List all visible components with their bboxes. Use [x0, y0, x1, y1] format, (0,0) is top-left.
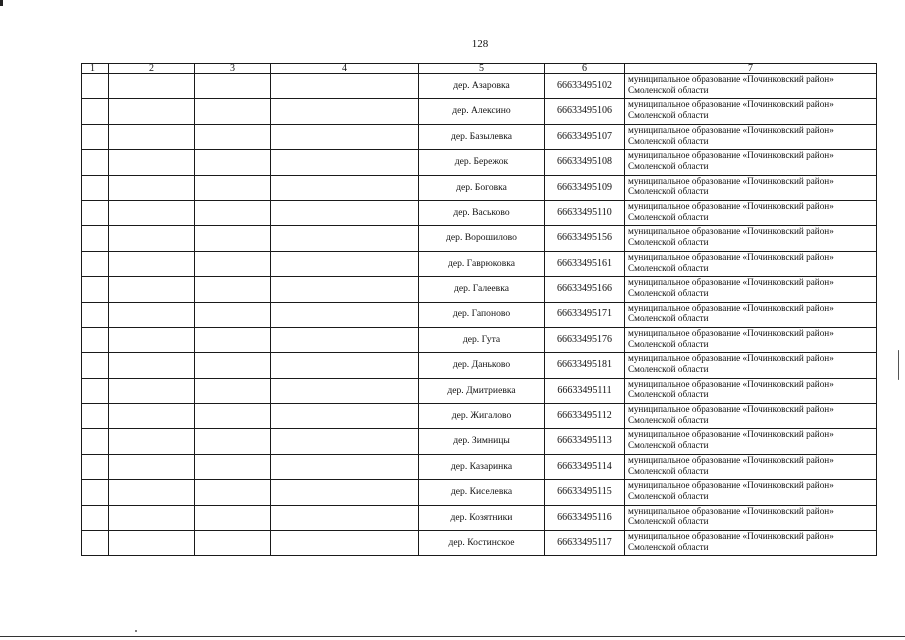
region-line: Смоленской области: [628, 516, 709, 527]
municipality-cell: [625, 124, 877, 149]
cell-col-1: [82, 378, 109, 403]
municipality-cell: [625, 429, 877, 454]
cell-col-1: [82, 150, 109, 175]
oktmo-code-cell: 66633495117: [545, 531, 625, 556]
region-line: Смоленской области: [628, 186, 709, 197]
oktmo-code-cell: 66633495108: [545, 150, 625, 175]
municipality-cell: [625, 454, 877, 479]
oktmo-code-cell: 66633495156: [545, 226, 625, 251]
municipality-line: муниципальное образование «Починковский район»: [628, 150, 834, 161]
table-row: [82, 124, 877, 149]
cell-col-4: [271, 99, 419, 124]
cell-col-4: [271, 404, 419, 429]
cell-col-2: [109, 353, 195, 378]
region-line: Смоленской области: [628, 541, 709, 552]
table-row: [82, 531, 877, 556]
cell-col-2: [109, 251, 195, 276]
municipality-cell: [625, 74, 877, 99]
cell-col-1: [82, 480, 109, 505]
oktmo-code-cell: 66633495112: [545, 404, 625, 429]
page-number: 128: [471, 38, 489, 50]
region-line: Смоленской области: [628, 84, 709, 95]
municipality-line: муниципальное образование «Починковский район»: [628, 505, 834, 516]
cell-col-4: [271, 353, 419, 378]
settlement-name-cell: дер. Гаврюковка: [419, 251, 545, 276]
cell-col-1: [82, 74, 109, 99]
cell-col-4: [271, 480, 419, 505]
cell-col-3: [195, 505, 271, 530]
cell-col-3: [195, 251, 271, 276]
municipality-cell: [625, 378, 877, 403]
cell-col-1: [82, 429, 109, 454]
oktmo-code-cell: 66633495110: [545, 200, 625, 225]
cell-col-2: [109, 531, 195, 556]
table-row: [82, 99, 877, 124]
cell-col-3: [195, 353, 271, 378]
region-line: Смоленской области: [628, 287, 709, 298]
column-header-7: 7: [625, 64, 877, 74]
region-line: Смоленской области: [628, 313, 709, 324]
cell-col-1: [82, 531, 109, 556]
cell-col-3: [195, 531, 271, 556]
cell-col-2: [109, 505, 195, 530]
cell-col-2: [109, 429, 195, 454]
region-line: Смоленской области: [628, 389, 709, 400]
table-row: [82, 505, 877, 530]
cell-col-2: [109, 327, 195, 352]
cell-col-4: [271, 277, 419, 302]
table-body: [82, 74, 877, 556]
oktmo-code-cell: 66633495107: [545, 124, 625, 149]
settlement-name-cell: дер. Базылевка: [419, 124, 545, 149]
region-line: Смоленской области: [628, 364, 709, 375]
cell-col-3: [195, 124, 271, 149]
oktmo-code-cell: 66633495181: [545, 353, 625, 378]
municipality-line: муниципальное образование «Починковский район»: [628, 226, 834, 237]
cell-col-3: [195, 74, 271, 99]
settlement-name-cell: дер. Киселевка: [419, 480, 545, 505]
cell-col-3: [195, 99, 271, 124]
municipality-cell: [625, 404, 877, 429]
municipality-cell: [625, 150, 877, 175]
table-row: [82, 74, 877, 99]
column-header-1: 1: [82, 64, 109, 74]
cell-col-1: [82, 353, 109, 378]
municipality-line: муниципальное образование «Починковский район»: [628, 353, 834, 364]
table-row: [82, 454, 877, 479]
cell-col-4: [271, 251, 419, 276]
municipality-cell: [625, 200, 877, 225]
municipality-line: муниципальное образование «Починковский район»: [628, 99, 834, 110]
region-line: Смоленской области: [628, 237, 709, 248]
cell-col-2: [109, 302, 195, 327]
municipality-line: муниципальное образование «Починковский район»: [628, 200, 834, 211]
cell-col-4: [271, 200, 419, 225]
settlement-name-cell: дер. Зимницы: [419, 429, 545, 454]
cell-col-3: [195, 302, 271, 327]
cell-col-3: [195, 226, 271, 251]
cell-col-2: [109, 454, 195, 479]
municipality-line: муниципальное образование «Починковский район»: [628, 378, 834, 389]
municipality-line: муниципальное образование «Починковский район»: [628, 124, 834, 135]
column-header-4: 4: [271, 64, 419, 74]
cell-col-4: [271, 454, 419, 479]
cell-col-3: [195, 327, 271, 352]
table-row: [82, 429, 877, 454]
cell-col-1: [82, 277, 109, 302]
municipality-cell: [625, 226, 877, 251]
page-bottom-edge: [0, 636, 905, 637]
cell-col-4: [271, 378, 419, 403]
cell-col-4: [271, 302, 419, 327]
scan-corner-mark: [0, 0, 3, 6]
cell-col-4: [271, 150, 419, 175]
cell-col-4: [271, 175, 419, 200]
cell-col-4: [271, 505, 419, 530]
settlement-name-cell: дер. Жигалово: [419, 404, 545, 429]
region-line: Смоленской области: [628, 211, 709, 222]
cell-col-1: [82, 124, 109, 149]
municipality-line: муниципальное образование «Починковский район»: [628, 327, 834, 338]
settlement-name-cell: дер. Костинское: [419, 531, 545, 556]
cell-col-3: [195, 150, 271, 175]
cell-col-1: [82, 302, 109, 327]
cell-col-2: [109, 200, 195, 225]
cell-col-3: [195, 277, 271, 302]
cell-col-3: [195, 480, 271, 505]
municipality-line: муниципальное образование «Починковский район»: [628, 175, 834, 186]
municipality-line: муниципальное образование «Починковский район»: [628, 277, 834, 288]
cell-col-3: [195, 175, 271, 200]
municipality-cell: [625, 99, 877, 124]
table-row: [82, 277, 877, 302]
settlement-name-cell: дер. Азаровка: [419, 74, 545, 99]
cell-col-2: [109, 150, 195, 175]
oktmo-code-cell: 66633495111: [545, 378, 625, 403]
oktmo-code-cell: 66633495171: [545, 302, 625, 327]
settlement-name-cell: дер. Галеевка: [419, 277, 545, 302]
cell-col-3: [195, 404, 271, 429]
cell-col-3: [195, 454, 271, 479]
settlement-name-cell: дер. Васьково: [419, 200, 545, 225]
column-header-2: 2: [109, 64, 195, 74]
cell-col-1: [82, 327, 109, 352]
settlement-name-cell: дер. Гута: [419, 327, 545, 352]
cell-col-1: [82, 175, 109, 200]
oktmo-code-cell: 66633495166: [545, 277, 625, 302]
municipality-cell: [625, 175, 877, 200]
table-row: [82, 378, 877, 403]
cell-col-4: [271, 124, 419, 149]
registry-table: [81, 63, 877, 556]
settlement-name-cell: дер. Боговка: [419, 175, 545, 200]
table-row: [82, 480, 877, 505]
region-line: Смоленской области: [628, 110, 709, 121]
region-line: Смоленской области: [628, 338, 709, 349]
municipality-line: муниципальное образование «Починковский район»: [628, 74, 834, 84]
table-row: [82, 150, 877, 175]
cell-col-2: [109, 124, 195, 149]
municipality-cell: [625, 251, 877, 276]
municipality-cell: [625, 353, 877, 378]
cell-col-1: [82, 505, 109, 530]
oktmo-code-cell: 66633495114: [545, 454, 625, 479]
table-row: [82, 200, 877, 225]
cell-col-4: [271, 74, 419, 99]
oktmo-code-cell: 66633495176: [545, 327, 625, 352]
cell-col-4: [271, 429, 419, 454]
header-row: [82, 64, 877, 74]
region-line: Смоленской области: [628, 160, 709, 171]
municipality-line: муниципальное образование «Починковский район»: [628, 302, 834, 313]
municipality-line: муниципальное образование «Починковский район»: [628, 404, 834, 415]
cell-col-2: [109, 480, 195, 505]
table-row: [82, 175, 877, 200]
municipality-cell: [625, 327, 877, 352]
cell-col-3: [195, 429, 271, 454]
settlement-name-cell: дер. Гапоново: [419, 302, 545, 327]
cell-col-2: [109, 175, 195, 200]
region-line: Смоленской области: [628, 465, 709, 476]
cell-col-3: [195, 378, 271, 403]
municipality-line: муниципальное образование «Починковский район»: [628, 454, 834, 465]
cell-col-4: [271, 327, 419, 352]
cell-col-4: [271, 531, 419, 556]
settlement-name-cell: дер. Алексино: [419, 99, 545, 124]
column-header-5: 5: [419, 64, 545, 74]
scan-edge-mark: [898, 350, 899, 380]
oktmo-code-cell: 66633495113: [545, 429, 625, 454]
municipality-cell: [625, 505, 877, 530]
municipality-line: муниципальное образование «Починковский район»: [628, 531, 834, 542]
cell-col-1: [82, 404, 109, 429]
cell-col-2: [109, 226, 195, 251]
settlement-name-cell: дер. Дмитриевка: [419, 378, 545, 403]
region-line: Смоленской области: [628, 440, 709, 451]
oktmo-code-cell: 66633495116: [545, 505, 625, 530]
cell-col-2: [109, 378, 195, 403]
oktmo-code-cell: 66633495161: [545, 251, 625, 276]
municipality-cell: [625, 302, 877, 327]
table-row: [82, 251, 877, 276]
municipality-cell: [625, 480, 877, 505]
settlement-name-cell: дер. Даньково: [419, 353, 545, 378]
cell-col-1: [82, 99, 109, 124]
oktmo-code-cell: 66633495106: [545, 99, 625, 124]
cell-col-2: [109, 99, 195, 124]
municipality-cell: [625, 531, 877, 556]
region-line: Смоленской области: [628, 414, 709, 425]
municipality-line: муниципальное образование «Починковский район»: [628, 480, 834, 491]
municipality-line: муниципальное образование «Починковский район»: [628, 251, 834, 262]
settlement-name-cell: дер. Бережок: [419, 150, 545, 175]
table-row: [82, 302, 877, 327]
municipality-line: муниципальное образование «Починковский район»: [628, 429, 834, 440]
oktmo-code-cell: 66633495102: [545, 74, 625, 99]
settlement-name-cell: дер. Ворошилово: [419, 226, 545, 251]
cell-col-2: [109, 404, 195, 429]
cell-col-2: [109, 74, 195, 99]
column-header-3: 3: [195, 64, 271, 74]
scan-speck: [135, 630, 137, 632]
settlement-name-cell: дер. Козятники: [419, 505, 545, 530]
settlement-name-cell: дер. Казаринка: [419, 454, 545, 479]
table-row: [82, 327, 877, 352]
table-row: [82, 353, 877, 378]
region-line: Смоленской области: [628, 135, 709, 146]
cell-col-4: [271, 226, 419, 251]
region-line: Смоленской области: [628, 262, 709, 273]
municipality-cell: [625, 277, 877, 302]
oktmo-code-cell: 66633495109: [545, 175, 625, 200]
cell-col-1: [82, 226, 109, 251]
cell-col-3: [195, 200, 271, 225]
column-header-6: 6: [545, 64, 625, 74]
region-line: Смоленской области: [628, 491, 709, 502]
cell-col-2: [109, 277, 195, 302]
cell-col-1: [82, 251, 109, 276]
cell-col-1: [82, 454, 109, 479]
cell-col-1: [82, 200, 109, 225]
table-row: [82, 226, 877, 251]
table-row: [82, 404, 877, 429]
oktmo-code-cell: 66633495115: [545, 480, 625, 505]
